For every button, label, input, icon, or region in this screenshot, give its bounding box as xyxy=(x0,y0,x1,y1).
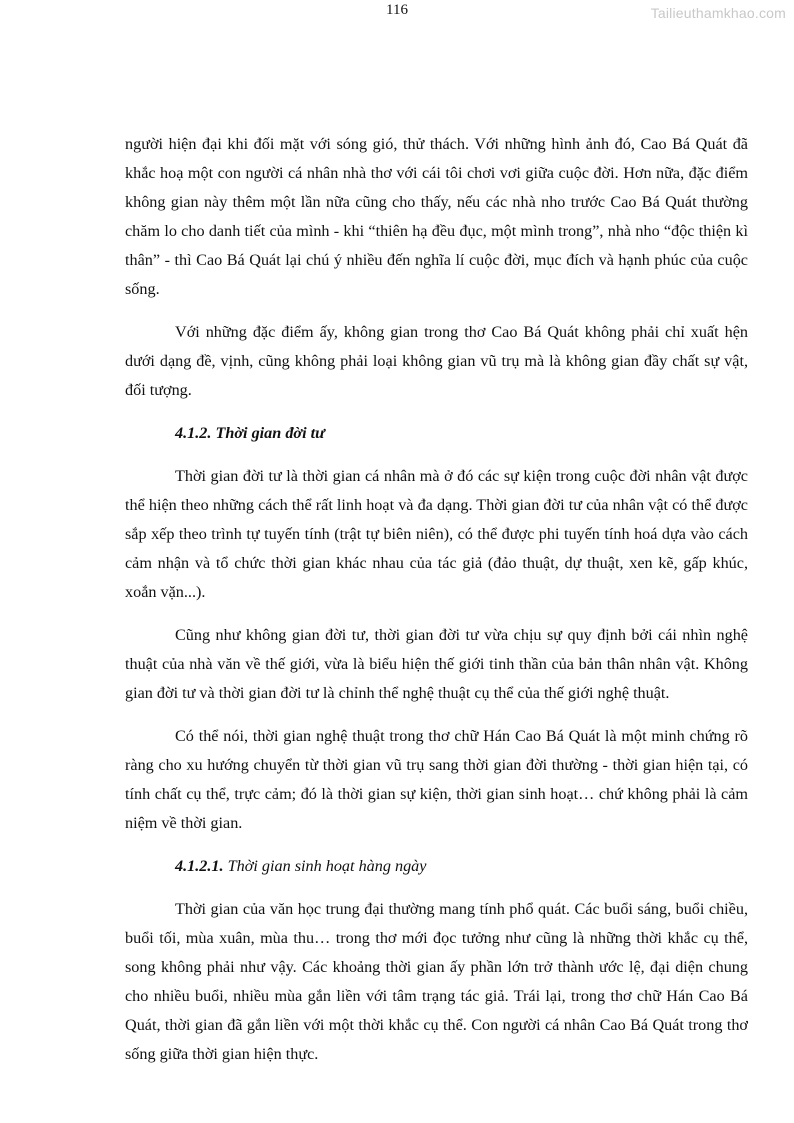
paragraph-4: Cũng như không gian đời tư, thời gian đời tư vừa chịu sự quy định bởi cái nhìn nghệ thuật của nhà văn về thế giới, vừa là biểu hiện thế giới tinh thần của bản thân nhân vật. Không gian đời tư và thời gian đời tư là chỉnh thể nghệ thuật cụ thể của thế giới nghệ thuật. xyxy=(125,626,748,702)
paragraph-6: Thời gian của văn học trung đại thường mang tính phổ quát. Các buổi sáng, buổi chiều, buổi tối, mùa xuân, mùa thu… trong thơ mới đọc tưởng như cũng là những thời khắc cụ thể, song không phải như vậy. Các khoảng thời gian ấy phần lớn trở thành ước lệ, đại diện chung cho nhiều buổi, nhiều mùa gắn liền với tâm trạng tác giả. Trái lại, trong thơ chữ Hán Cao Bá Quát, thời gian đã gắn liền với một thời khắc cụ thể. Con người cá nhân Cao Bá Quát trong thơ sống giữa thời gian hiện thực. xyxy=(125,900,748,1063)
paragraph-5: Có thể nói, thời gian nghệ thuật trong thơ chữ Hán Cao Bá Quát là một minh chứng rõ ràng cho xu hướng chuyển từ thời gian vũ trụ sang thời gian đời thường - thời gian hiện tại, có tính chất cụ thể, trực cảm; đó là thời gian sự kiện, thời gian sinh hoạt… chứ không phải là cảm niệm về thời gian. xyxy=(125,727,748,832)
paragraph-2: Với những đặc điểm ấy, không gian trong thơ Cao Bá Quát không phải chỉ xuất hện dưới dạng đề, vịnh, cũng không phải loại không gian vũ trụ mà là không gian đầy chất sự vật, đối tượng. xyxy=(125,323,748,399)
paragraph-3: Thời gian đời tư là thời gian cá nhân mà ở đó các sự kiện trong cuộc đời nhân vật được thể hiện theo những cách thể rất linh hoạt và đa dạng. Thời gian đời tư của nhân vật có thể được sắp xếp theo trình tự tuyến tính (trật tự biên niên), có thể được phi tuyến tính hoá dựa vào cách cảm nhận và tổ chức thời gian khác nhau của tác giả (đảo thuật, dự thuật, xen kẽ, gấp khúc, xoắn vặn...). xyxy=(125,467,748,601)
heading-4-1-2-1-number: 4.1.2.1. xyxy=(175,857,224,875)
page-number: 116 xyxy=(386,2,408,18)
heading-4-1-2: 4.1.2. Thời gian đời tư xyxy=(175,424,325,442)
paragraph-1: người hiện đại khi đối mặt với sóng gió, thử thách. Với những hình ảnh đó, Cao Bá Quát đã khắc hoạ một con người cá nhân nhà thơ với cái tôi chơi vơi giữa cuộc đời. Hơn nữa, đặc điểm không gian này thêm một lần nữa cũng cho thấy, nếu các nhà nho trước Cao Bá Quát thường chăm lo cho danh tiết của mình - khi “thiên hạ đều đục, một mình trong”, nhà nho “độc thiện kì thân” - thì Cao Bá Quát lại chú ý nhiều đến nghĩa lí cuộc đời, mục đích và hạnh phúc của cuộc sống. xyxy=(125,135,748,298)
heading-4-1-2-1-title: Thời gian sinh hoạt hàng ngày xyxy=(227,857,427,875)
heading-4-1-2-1 xyxy=(125,852,748,881)
document-body xyxy=(125,130,748,1083)
watermark-text: Tailieuthamkhao.com xyxy=(650,5,786,21)
